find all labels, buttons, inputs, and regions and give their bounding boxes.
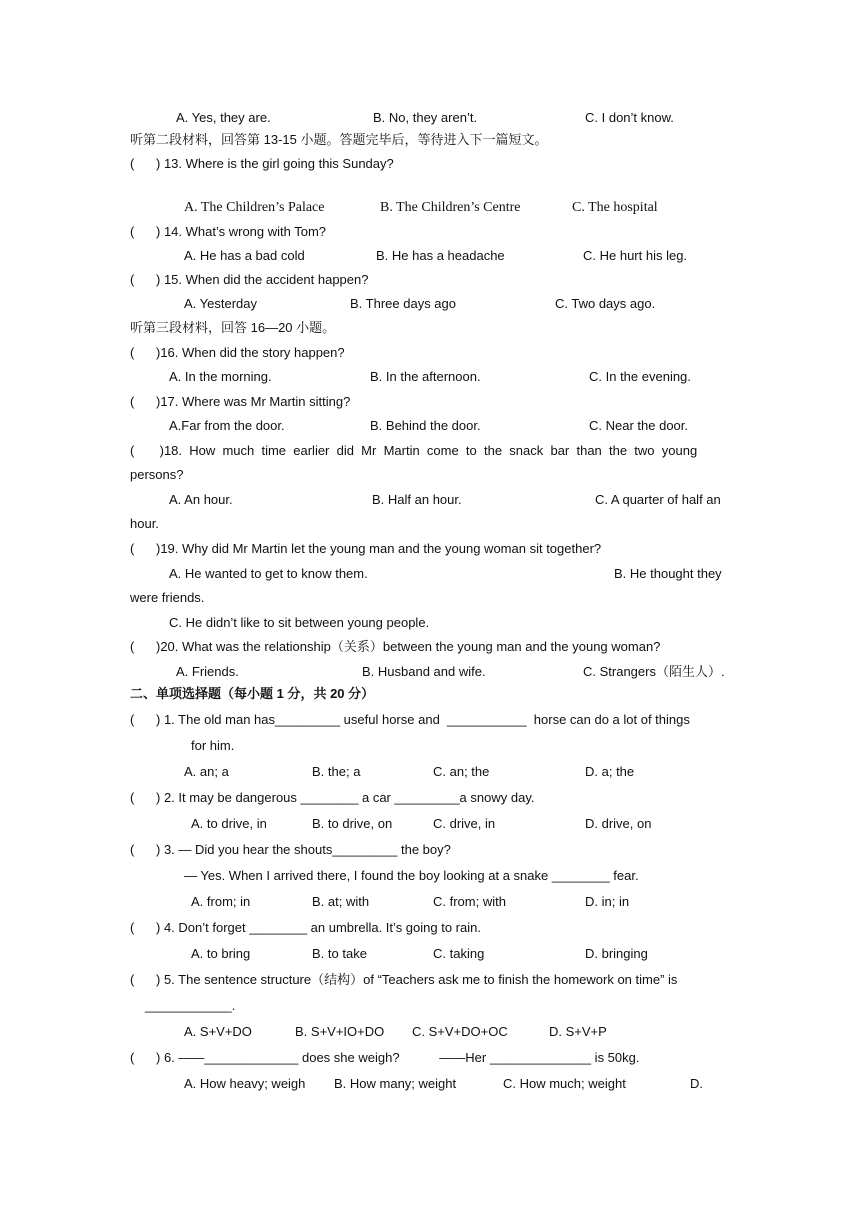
q13-stem: ( ) 13. Where is the girl going this Sunday? (130, 156, 394, 171)
q17-option-c: C. Near the door. (589, 418, 688, 433)
q18-option-c-cont: hour. (130, 516, 159, 531)
q19-option-b-cont: were friends. (130, 590, 205, 605)
mc4-option-c: C. taking (433, 946, 485, 961)
q19-option-a: A. He wanted to get to know them. (169, 566, 368, 581)
mc1-stem: ( ) 1. The old man has_________ useful horse and ___________ horse can do a lot of things (130, 712, 690, 727)
mc3-stem-cont: — Yes. When I arrived there, I found the boy looking at a snake ________ fear. (184, 868, 639, 883)
mc2-stem: ( ) 2. It may be dangerous ________ a car _________a snowy day. (130, 790, 535, 805)
q19-stem: ( )19. Why did Mr Martin let the young man and the young woman sit together? (130, 541, 602, 556)
mc1-stem-cont: for him. (191, 738, 235, 753)
q15-option-a: A. Yesterday (184, 296, 257, 311)
q14-option-c: C. He hurt his leg. (583, 248, 688, 263)
section2-instruction: 听第二段材料，回答第 13-15 小题。答题完毕后，等待进入下一篇短文。 (130, 132, 548, 147)
q16-option-a: A. In the morning. (169, 369, 272, 384)
mc6-option-d: D. (690, 1076, 703, 1091)
mc1-option-a: A. an; a (184, 764, 229, 779)
mc5-stem: ( ) 5. The sentence structure（结构）of “Teachers ask me to finish the homework on time” is (130, 972, 678, 987)
q17-stem: ( )17. Where was Mr Martin sitting? (130, 394, 351, 409)
mc5-stem-cont: ____________. (145, 998, 236, 1013)
mc4-option-d: D. bringing (585, 946, 648, 961)
mc1-option-b: B. the; a (312, 764, 361, 779)
q15-option-c: C. Two days ago. (555, 296, 656, 311)
section3-instruction: 听第三段材料，回答 16—20 小题。 (130, 320, 336, 335)
mc6-stem: ( ) 6. ——_____________ does she weigh? ——Her ______________ is 50kg. (130, 1050, 640, 1065)
q18-stem: ( )18. How much time earlier did Mr Martin come to the snack bar than the two young (130, 443, 698, 458)
mc2-option-a: A. to drive, in (191, 816, 267, 831)
mc5-option-b: B. S+V+IO+DO (295, 1024, 385, 1039)
q17-option-b: B. Behind the door. (370, 418, 481, 433)
mc6-option-b: B. How many; weight (334, 1076, 457, 1091)
q13-option-c: C. The hospital (572, 200, 658, 215)
q18-option-c: C. A quarter of half an (595, 492, 721, 507)
mc5-option-a: A. S+V+DO (184, 1024, 252, 1039)
mc2-option-d: D. drive, on (585, 816, 652, 831)
q18-option-b: B. Half an hour. (372, 492, 462, 507)
mc3-option-a: A. from; in (191, 894, 251, 909)
mc4-option-b: B. to take (312, 946, 367, 961)
mc4-stem: ( ) 4. Don’t forget ________ an umbrella. It’s going to rain. (130, 920, 481, 935)
q16-stem: ( )16. When did the story happen? (130, 345, 345, 360)
mc4-option-a: A. to bring (191, 946, 251, 961)
mc3-option-d: D. in; in (585, 894, 630, 909)
mc3-stem: ( ) 3. — Did you hear the shouts_________ the boy? (130, 842, 451, 857)
mc2-option-b: B. to drive, on (312, 816, 393, 831)
mc5-option-d: D. S+V+P (549, 1024, 607, 1039)
q17-option-a: A.Far from the door. (169, 418, 285, 433)
q15-option-b: B. Three days ago (350, 296, 456, 311)
q14-option-a: A. He has a bad cold (184, 248, 305, 263)
q14-option-b: B. He has a headache (376, 248, 505, 263)
q16-option-c: C. In the evening. (589, 369, 691, 384)
q20-stem: ( )20. What was the relationship（关系）between the young man and the young woman? (130, 639, 661, 654)
mc2-option-c: C. drive, in (433, 816, 496, 831)
mc6-option-a: A. How heavy; weigh (184, 1076, 306, 1091)
q14-stem: ( ) 14. What’s wrong with Tom? (130, 224, 327, 239)
q13-option-a: A. The Children’s Palace (184, 200, 325, 215)
mc1-option-d: D. a; the (585, 764, 635, 779)
q12-option-a: A. Yes, they are. (176, 110, 271, 125)
q20-option-b: B. Husband and wife. (362, 664, 486, 679)
q12-option-b: B. No, they aren’t. (373, 110, 478, 125)
q19-option-c: C. He didn’t like to sit between young people. (169, 615, 430, 630)
mc5-option-c: C. S+V+DO+OC (412, 1024, 508, 1039)
mc1-option-c: C. an; the (433, 764, 490, 779)
q16-option-b: B. In the afternoon. (370, 369, 481, 384)
mc6-option-c: C. How much; weight (503, 1076, 626, 1091)
q20-option-c: C. Strangers（陌生人）. (583, 664, 725, 679)
part2-heading: 二、单项选择题（每小题 1 分，共 20 分） (130, 686, 375, 701)
q12-option-c: C. I don’t know. (585, 110, 674, 125)
q20-option-a: A. Friends. (176, 664, 239, 679)
q19-option-b: B. He thought they (614, 566, 722, 581)
q18-stem-cont: persons? (130, 467, 184, 482)
mc3-option-b: B. at; with (312, 894, 370, 909)
q13-option-b: B. The Children’s Centre (380, 200, 521, 215)
mc3-option-c: C. from; with (433, 894, 506, 909)
q18-option-a: A. An hour. (169, 492, 233, 507)
q15-stem: ( ) 15. When did the accident happen? (130, 272, 369, 287)
